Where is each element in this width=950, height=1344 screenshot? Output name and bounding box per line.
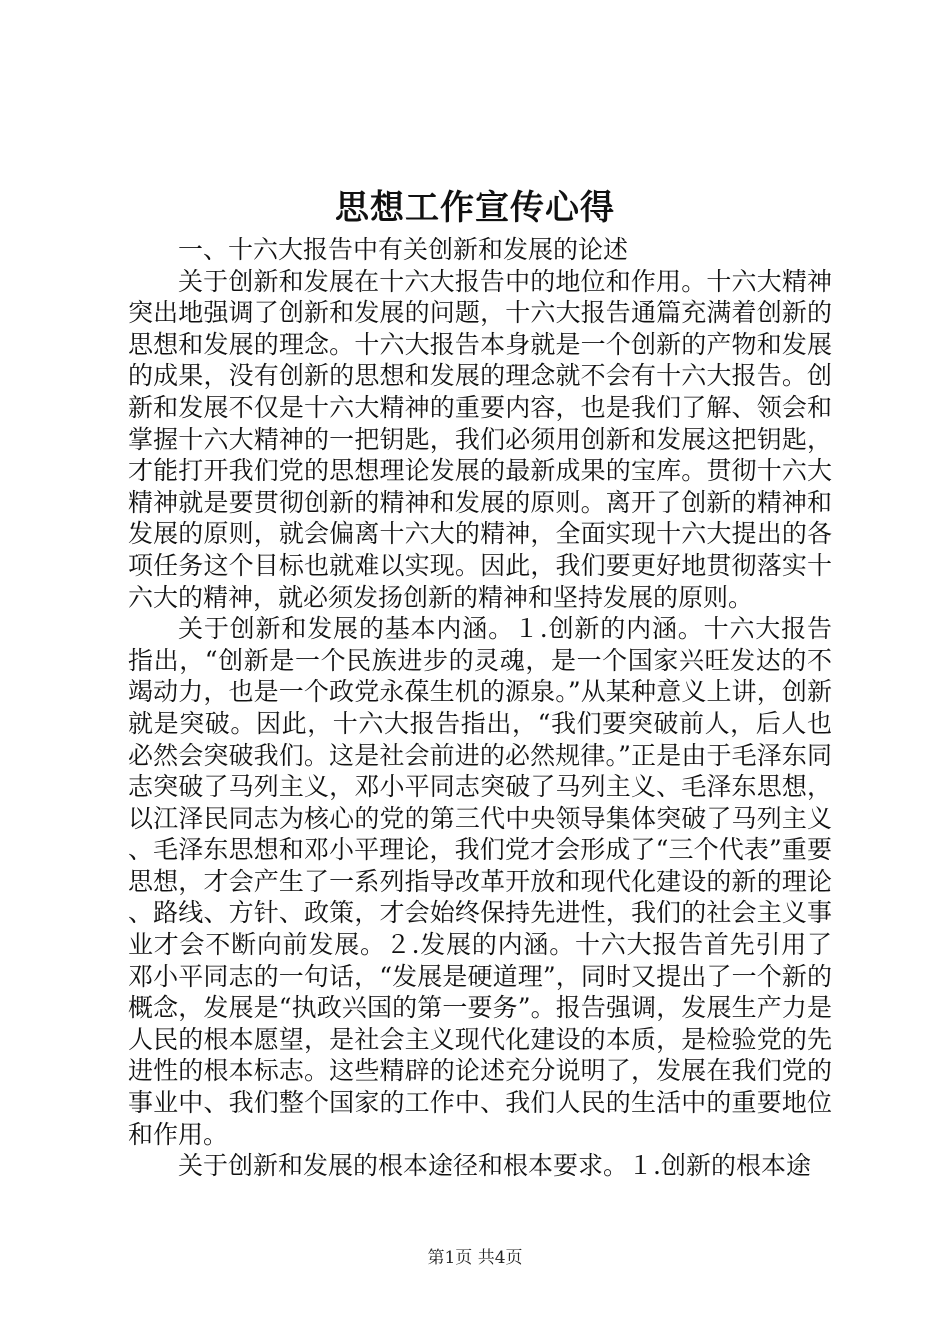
section-heading: 一、十六大报告中有关创新和发展的论述 — [178, 235, 629, 264]
paragraph-basic-connotation: 关于创新和发展的基本内涵。１.创新的内涵。十六大报告指出，“创新是一个民族进步的灵魂，是一个国家兴旺发达的不竭动力，也是一个政党永葆生机的源泉。”从某种意义上讲，创新就是突破。因此，十六大报告指出，“我们要突破前人，后人也必然会突破我们。这是社会前进的必然规律。”正是由于毛泽东同志突破了马列主义，邓小平同志突破了马列主义、毛泽东思想，以江泽民同志为核心的党的第三代中央领导集体突破了马列主义、毛泽东思想和邓小平理论，我们党才会形成了“三个代表”重要思想，才会产生了一系列指导改革开放和现代化建设的新的理论、路线、方针、政策，才会始终保持先进性，我们的社会主义事业才会不断向前发展。２.发展的内涵。十六大报告首先引用了邓小平同志的一句话，“发展是硬道理”，同时又提出了一个新的概念，发展是“执政兴国的第一要务”。报告强调，发展生产力是人民的根本愿望，是社会主义现代化建设的本质，是检验党的先进性的根本标志。这些精辟的论述充分说明了，发展在我们党的事业中、我们整个国家的工作中、我们人民的生活中的重要地位和作用。 — [128, 614, 832, 1149]
document-body — [128, 234, 832, 1182]
paragraph-role-of-innovation: 关于创新和发展在十六大报告中的地位和作用。十六大精神突出地强调了创新和发展的问题，十六大报告通篇充满着创新的思想和发展的理念。十六大报告本身就是一个创新的产物和发展的成果，没有创新的思想和发展的理念就不会有十六大报告。创新和发展不仅是十六大精神的重要内容，也是我们了解、领会和掌握十六大精神的一把钥匙，我们必须用创新和发展这把钥匙，才能打开我们党的思想理论发展的最新成果的宝库。贯彻十六大精神就是要贯彻创新的精神和发展的原则。离开了创新的精神和发展的原则，就会偏离十六大的精神，全面实现十六大提出的各项任务这个目标也就难以实现。因此，我们要更好地贯彻落实十六大的精神，就必须发扬创新的精神和坚持发展的原则。 — [128, 266, 832, 612]
document-title: 思想工作宣传心得 — [335, 188, 615, 228]
page-footer: 第1页 共4页 — [427, 1248, 523, 1268]
paragraph-fundamental-approach: 关于创新和发展的根本途径和根本要求。１.创新的根本途 — [178, 1151, 811, 1181]
